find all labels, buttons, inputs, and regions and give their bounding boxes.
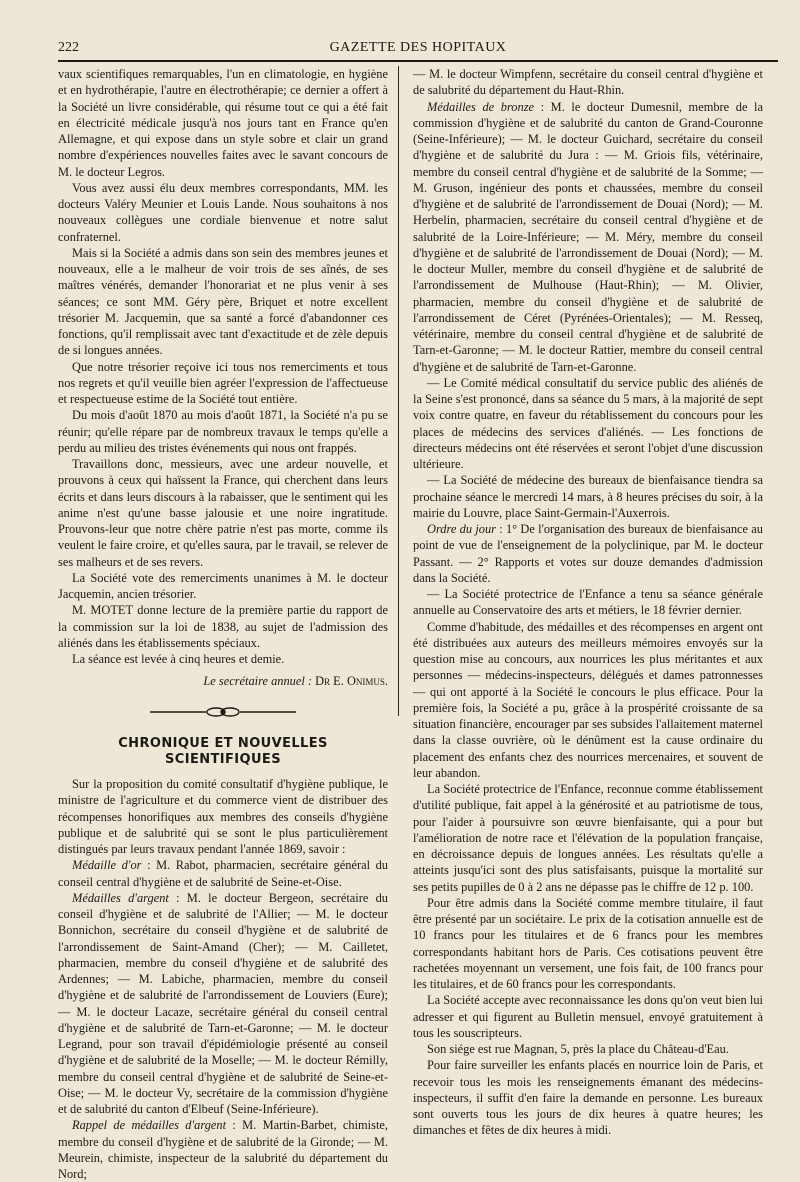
column-divider bbox=[398, 66, 399, 716]
paragraph: La Société protectrice de l'Enfance, reconnue comme établissement d'utilité publique, fait appel à la générosité et au patriotisme de tous, pour l'aider à poursuivre son œuvre bienfaisante, qui a pour but l'amélioration de notre race et l'élévation de la population française, en décroissance depuis de longues années. Les résultats qu'elle a atteints jusqu'ici sont des plus satisfaisants, puisque la mortalité sur ses petits pupilles de 0 à 2 ans ne dépasse pas le chiffre de 12 p. 100. bbox=[413, 782, 763, 894]
paragraph: Pour être admis dans la Société comme membre titulaire, il faut être présenté par un sociétaire. Le prix de la cotisation annuelle est de 10 francs pour les titulaires et de 6 francs pour les membres correspondants habitant hors de Paris. Ces cotisations peuvent être rachetées moyennant un versement, une fois fait, de 100 francs pour les titulaires, et de 60 francs pour les correspondants. bbox=[413, 895, 763, 991]
section-heading: CHRONIQUE ET NOUVELLES SCIENTIFIQUES bbox=[118, 735, 328, 767]
paragraph: — La Société protectrice de l'Enfance a tenu sa séance générale annuelle au Conservatoire des arts et métiers, le 18 février dernier. bbox=[413, 587, 763, 618]
paragraph: Mais si la Société a admis dans son sein des membres jeunes et nouveaux, elle a le malheur de voir trois de ses aînés, de ses maîtres vénérés, demander l'honorariat et ne plus venir à ses séances; ce sont MM. Géry père, Briquet et notre excellent trésorier M. Jacquemin, que sa santé a forcé d'abandonner ces fonctions, qu'il remplissait avec tant d'exactitude et de zèle depuis de si longues années. bbox=[58, 245, 388, 358]
paragraph bbox=[58, 857, 388, 890]
paragraph: Pour faire surveiller les enfants placés en nourrice loin de Paris, et recevoir tous les mois les renseignements émanant des médecins-inspecteurs, il suffit d'en faire la demande en personne. Les bureaux sont ouverts tous les jours de dix heures à quatre heures; les dimanches et fêtes de dix heures à midi. bbox=[413, 1058, 763, 1138]
paragraph: La séance est levée à cinq heures et demie. bbox=[72, 652, 285, 666]
award-label: Rappel de médailles d'argent bbox=[72, 1118, 227, 1133]
paragraph-text: : 1° De l'organisation des bureaux de bienfaisance au point de vue de l'enseignement de la polyclinique, par M. le docteur Passant. — 2° Rapports et votes sur douze demandes d'admission dans la Société. bbox=[413, 522, 763, 585]
page-header bbox=[58, 40, 778, 62]
paragraph-text: : M. le docteur Bergeon, secrétaire du conseil d'hygiène et de salubrité de l'Allier; — M. le docteur Bonnichon, secrétaire du conseil d'hygiène et de salubrité de l'arrondissement de Saint-Amand (Cher); — M. Cailletet, pharmacien, membre du conseil d'hygiène et de salubrité des Ardennes; — M. Labiche, pharmacien, membre du conseil d'hygiène et de salubrité de l'arrondissement de Louviers (Eure); — M. le docteur Lacaze, secrétaire général du conseil central d'hygiène et de salubrité de Tarn-et-Garonne; — M. le docteur Legrand, pour son travail d'épidémiologie présenté au conseil d'hygiène et de salubrité de la Moselle; — M. le docteur Rémilly, membre du conseil central d'hygiène et de salubrité de Seine-et-Oise; — M. le docteur Vy, secrétaire de la commission d'hygiène et de salubrité du canton d'Elbeuf (Seine-Inférieure). bbox=[58, 890, 388, 1116]
paragraph bbox=[413, 521, 763, 586]
paragraph: Son siége est rue Magnan, 5, près la place du Château-d'Eau. bbox=[427, 1042, 729, 1056]
paragraph: Travaillons donc, messieurs, avec une ardeur nouvelle, et prouvons à ceux qui haïssent la France, qui cherchent dans leurs écrits et dans leurs discours à la rabaisser, que le sentiment qui les anime n'est qu'une basse jalousie et une noire ingratitude. Prouvons-leur que notre chère patrie n'est pas morte, comme ils veulent le faire croire, et qu'elles saura, par le travail, se relever de ses malheurs et de ses revers. bbox=[58, 457, 388, 569]
paragraph-text: : M. le docteur Dumesnil, membre de la commission d'hygiène et de salubrité du canton de Grand-Couronne (Seine-Inférieure); — M. le docteur Guichard, secrétaire du conseil d'hygiène et de salubrité du Jura : — M. Griois fils, vétérinaire, membre du conseil central d'hygiène et de salubrité de la Somme; — M. Gruson, ingénieur des ponts et chaussées, membre du conseil d'hygiène et de salubrité de l'arrondissement de Douai (Nord); — M. Herbelin, pharmacien, secrétaire du conseil central d'hygiène et de salubrité de la Loire-Inférieure; — M. Méry, membre du conseil d'hygiène et de salubrité de l'arrondissement de Douai (Nord); — M. le docteur Muller, membre du conseil d'hygiène et de salubrité de l'arrondissement de Mulhouse (Haut-Rhin); — M. Olivier, pharmacien, membre du conseil d'hygiène et de salubrité de l'arrondissement de Céret (Pyrénées-Orientales); — M. Resseq, vétérinaire, membre du conseil central d'hygiène et de salubrité de Tarn-et-Garonne; — M. le docteur Rattier, membre du conseil central d'hygiène et de salubrité de Tarn-et-Garonne. bbox=[413, 99, 763, 374]
paragraph: Comme d'habitude, des médailles et des récompenses en argent ont été distribuées aux auteurs des meilleurs mémoires envoyés sur la question mise au concours, aux nourrices les plus méritantes et aux personnes — médecins-inspecteurs, délégués et dames patronnesses — qui ont apporté à la Société le concours le plus efficace. Pour la première fois, la Société a pu, grâce à la prospérité croissante de sa situation financière, encourager par ses subsides l'allaitement maternel dans la classe ouvrière, où le dénûment est la cause ordinaire du placement des enfants chez des nourrices mercenaires, et souvent de leur abandon. bbox=[413, 619, 763, 780]
paragraph-text: : M. Rabot, pharmacien, secrétaire général du conseil central d'hygiène et de salubrité de Seine-et-Oise. bbox=[58, 858, 388, 889]
award-label: Médaille d'or bbox=[72, 858, 142, 873]
paragraph: La Société vote des remerciments unanimes à M. le docteur Jacquemin, ancien trésorier. bbox=[58, 570, 388, 601]
ornament-rule-icon bbox=[148, 705, 298, 719]
header-rule bbox=[58, 60, 778, 62]
paragraph bbox=[58, 1117, 388, 1182]
paragraph: — La Société de médecine des bureaux de bienfaisance tiendra sa prochaine séance le mercredi 14 mars, à 8 heures précises du soir, à la mairie du Louvre, place Saint-Germain-l'Auxerrois. bbox=[413, 473, 763, 520]
signature bbox=[58, 673, 388, 689]
award-label: Médailles d'argent bbox=[72, 890, 169, 905]
paragraph: Vous avez aussi élu deux membres correspondants, MM. les docteurs Valéry Meunier et Louis Lande. Nous souhaitons à nos nouveaux collègues une cordiale bienvenue et notre salut confraternel. bbox=[58, 180, 388, 244]
paragraph bbox=[413, 99, 763, 375]
paragraph-text: : M. Martin-Barbet, chimiste, membre du conseil d'hygiène et de salubrité de la Gironde; — M. Meurein, chimiste, inspecteur de la salubrité du département du Nord; bbox=[58, 1118, 388, 1181]
paragraph bbox=[58, 890, 388, 1118]
agenda-label: Ordre du jour bbox=[427, 522, 496, 536]
paragraph: — M. le docteur Wimpfenn, secrétaire du conseil central d'hygiène et de salubrité du département du Haut-Rhin. bbox=[413, 67, 763, 98]
paragraph: La Société accepte avec reconnaissance les dons qu'on veut bien lui adresser et qui figurent au Bulletin mensuel, envoyé gratuitement à tous les souscripteurs. bbox=[413, 993, 763, 1040]
signature-label: Le secrétaire annuel : bbox=[203, 674, 316, 689]
paragraph: — Le Comité médical consultatif du service public des aliénés de la Seine s'est prononcé, dans sa séance du 5 mars, à la majorité de sept voix contre quatre, en faveur du rétablissement du concours pour les places de médecins des services d'aliénés. — Les fonctions de directeurs médecins ont été réservées et seront l'objet d'une discussion ultérieure. bbox=[413, 375, 763, 471]
left-column bbox=[58, 66, 388, 1182]
award-label: Médailles de bronze bbox=[427, 99, 535, 114]
right-column bbox=[413, 66, 763, 1139]
paragraph-text: donne lecture de la première partie du rapport de la commission sur la loi de 1838, au sujet de l'admission des aliénés dans les établissements spéciaux. bbox=[58, 603, 388, 650]
journal-title: GAZETTE DES HOPITAUX bbox=[329, 40, 507, 55]
page-number: 222 bbox=[58, 40, 79, 55]
paragraph: Du mois d'août 1870 au mois d'août 1871, la Société n'a pu se réunir; qu'elle répare par de nombreux travaux le temps qu'elle a perdu au milieu des tristes événements qui nous ont frappés. bbox=[58, 408, 388, 455]
paragraph: vaux scientifiques remarquables, l'un en climatologie, en hygiène et en hydrothérapie, l'autre en électrothérapie; ce dernier a offert à la Société un livre considérable, qui résume tout ce qui a été fait en électricité médicale jusqu'à nos jours tant en France qu'en Allemagne, et qui expose dans un style sobre et clair un grand nombre d'expériences nouvelles faites avec le savant concours de M. le docteur Legros. bbox=[58, 67, 388, 179]
section-ornament bbox=[58, 698, 388, 726]
signature-name: Dr E. Onimus. bbox=[315, 674, 388, 689]
paragraph bbox=[58, 602, 388, 651]
paragraph: Sur la proposition du comité consultatif d'hygiène publique, le ministre de l'agriculture et du commerce vient de distribuer des récompenses honorifiques aux membres des conseils d'hygiène publique et de salubrité qui se sont le plus particulièrement distingués par leurs travaux pendant l'année 1869, savoir : bbox=[58, 777, 388, 856]
speaker-name: M. MOTET bbox=[72, 603, 134, 618]
paragraph: Que notre trésorier reçoive ici tous nos remerciments et tous nos regrets et qu'il veuille bien agréer l'expression de l'affectueuse et respectueuse estime de la Société tout entière. bbox=[58, 359, 388, 406]
